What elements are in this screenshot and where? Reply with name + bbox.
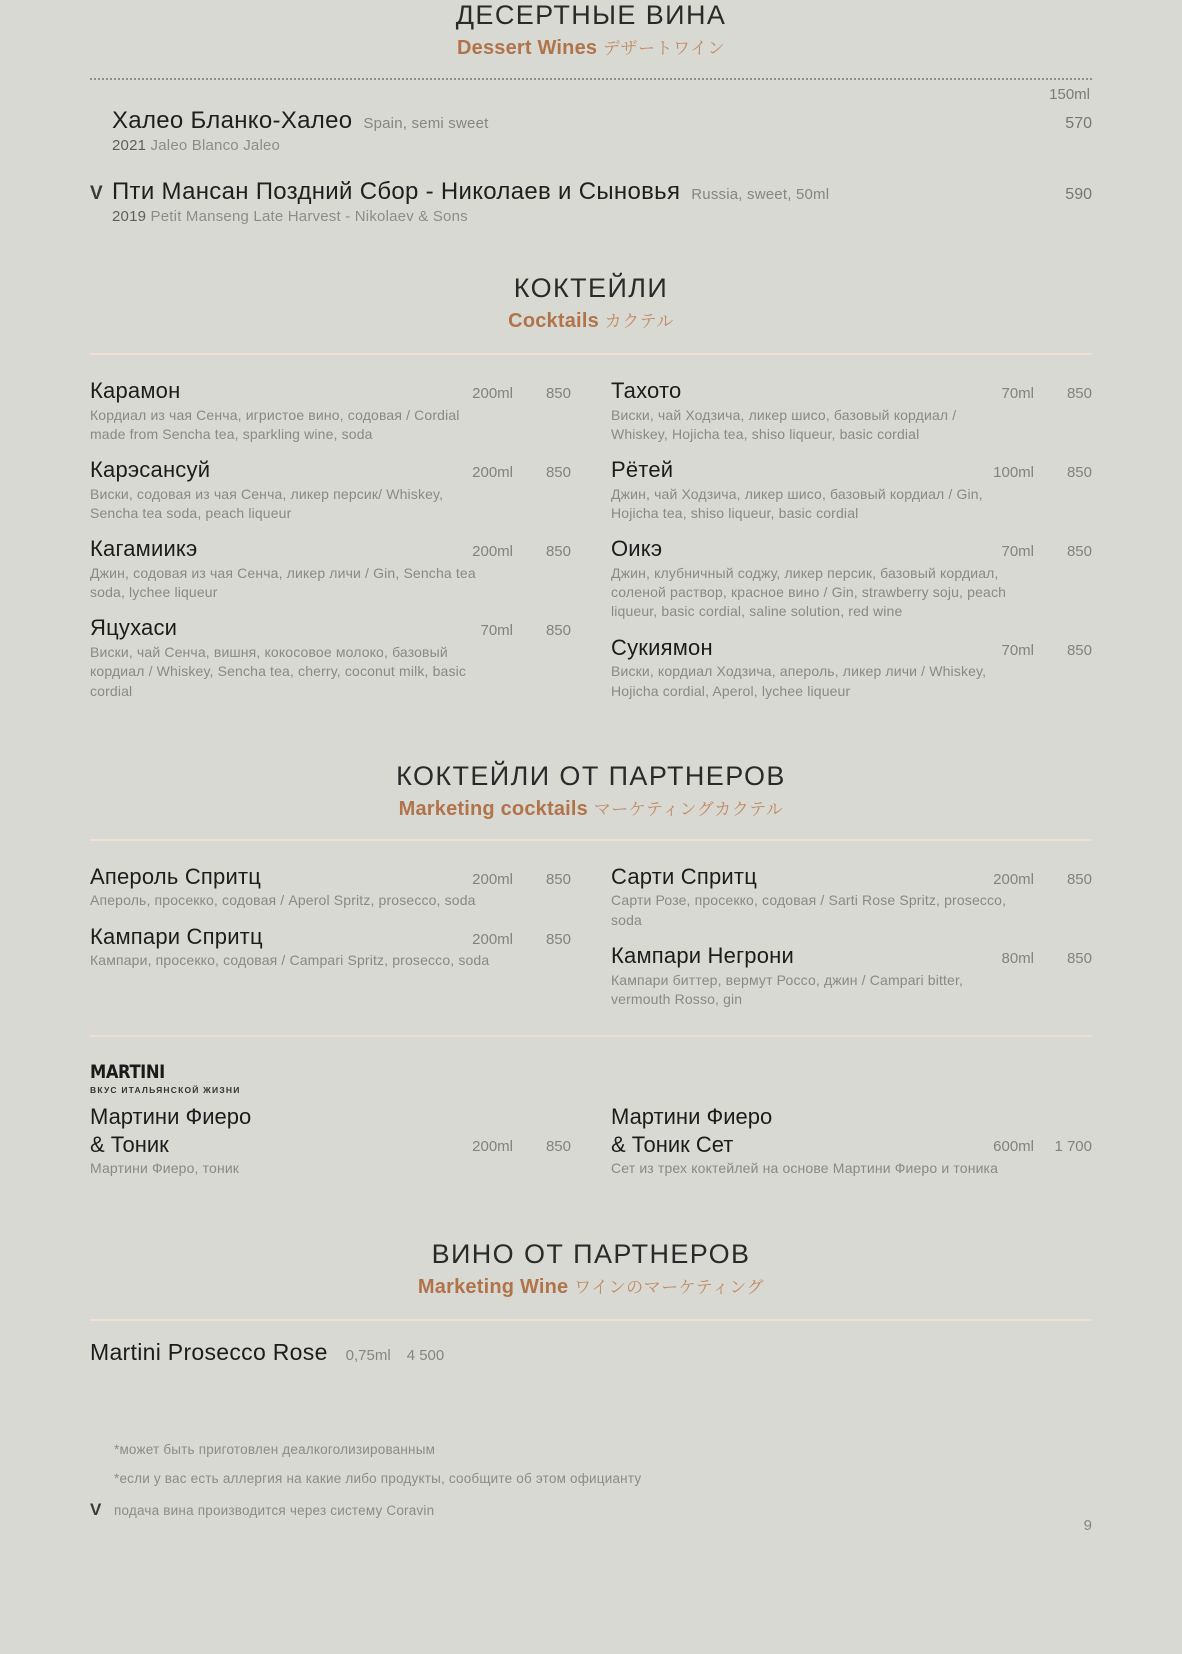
cocktail-description: Виски, чай Ходзича, ликер шисо, базовый кордиал / Whiskey, Hojicha tea, shiso liqueur, basic cordial — [611, 406, 957, 442]
cocktail-volume: 70ml — [480, 622, 513, 640]
cocktail-volume: 200ml — [472, 385, 513, 403]
cocktail-description: Виски, содовая из чая Сенча, ликер персик/ Whiskey, Sencha tea soda, peach liqueur — [90, 485, 444, 522]
martini-item-title — [611, 1103, 968, 1158]
cocktails-divider — [90, 353, 1092, 355]
marketing-cocktail-head — [90, 923, 571, 951]
martini-right-column — [611, 1103, 1092, 1190]
cocktail-head — [611, 634, 1092, 662]
footnote-coravin-text: подача вина производится через систему Coravin — [114, 1503, 435, 1518]
cocktail-description: Джин, чай Ходзича, ликер шисо, базовый кордиал / Gin, Hojicha tea, shiso liqueur, basic cordial — [611, 485, 983, 522]
martini-item-volume: 200ml — [472, 1138, 513, 1156]
dessert-wines-title-jp: デザートワイン — [603, 39, 726, 59]
cocktail-volume: 200ml — [472, 543, 513, 561]
martini-item-description: Сет из трех коктейлей на основе Мартини Фиеро и тоника — [611, 1160, 999, 1177]
wine-row[interactable] — [90, 107, 1092, 135]
cocktail-price: 850 — [1066, 385, 1092, 403]
wine-price: 570 — [1065, 115, 1092, 133]
cocktail-price: 850 — [545, 385, 571, 403]
dessert-wines-title-en-row — [90, 36, 1092, 60]
cocktails-title-ru: КОКТЕЙЛИ — [513, 273, 669, 304]
martini-item-head — [90, 1103, 571, 1158]
cocktail-volume: 70ml — [1001, 543, 1034, 561]
cocktails-title-jp: カクテル — [604, 312, 674, 332]
wine-name-group — [112, 178, 1022, 206]
martini-item-name-line2: & Тоник Сет — [611, 1131, 734, 1157]
cocktails-title-en-row — [90, 309, 1092, 333]
marketing-cocktail-description: Кампари, просекко, содовая / Campari Spritz, prosecco, soda — [90, 952, 490, 969]
cocktail-item[interactable] — [611, 535, 1092, 621]
cocktail-head — [90, 535, 571, 563]
cocktail-head — [90, 377, 571, 405]
wine-price: 590 — [1065, 186, 1092, 204]
cocktail-item[interactable] — [90, 456, 571, 523]
cocktail-description: Джин, содовая из чая Сенча, ликер личи / Gin, Sencha tea soda, lychee liqueur — [90, 564, 476, 601]
dessert-wines-title-en: Dessert Wines — [456, 37, 598, 60]
page-number: 9 — [1083, 1517, 1092, 1534]
coravin-marker-icon: V — [90, 1500, 102, 1519]
wine-meta: Russia, sweet, 50ml — [691, 186, 830, 204]
cocktail-description: Джин, клубничный соджу, ликер персик, базовый кордиал, соленой раствор, красное вино / Gin, strawberry soju, peach liqueur, basic cordial, saline solution, red wine — [611, 564, 1007, 620]
cocktail-name: Карамон — [90, 378, 181, 404]
dessert-wines-title-ru: ДЕСЕРТНЫЕ ВИНА — [455, 0, 727, 30]
coravin-marker-icon: V — [90, 183, 103, 205]
marketing-cocktails-title-en: Marketing cocktails — [398, 797, 589, 820]
cocktail-head — [611, 535, 1092, 563]
footnote-allergy-text: *если у вас есть аллергия на какие либо продукты, сообщите об этом официанту — [114, 1471, 642, 1486]
martini-item[interactable] — [611, 1103, 1092, 1178]
marketing-cocktail-name: Кампари Спритц — [90, 923, 263, 949]
martini-brand-logo — [90, 1063, 1092, 1095]
martini-item-name-line2: & Тоник — [90, 1131, 169, 1157]
footnote-coravin — [90, 1500, 1092, 1520]
marketing-cocktail-volume: 80ml — [1001, 950, 1034, 968]
martini-wordmark: MARTINI — [90, 1061, 165, 1084]
marketing-wine-header — [90, 1239, 1092, 1299]
cocktail-price: 850 — [545, 622, 571, 640]
footnote-allergy — [90, 1471, 1092, 1486]
wine-name-en: Petit Manseng Late Harvest - Nikolaev & Sons — [150, 208, 468, 226]
cocktail-price: 850 — [545, 543, 571, 561]
wine-name-en: Jaleo Blanco Jaleo — [150, 137, 281, 155]
martini-tagline: ВКУС ИТАЛЬЯНСКОЙ ЖИЗНИ — [90, 1085, 241, 1096]
cocktails-right-column — [611, 377, 1092, 713]
dessert-wines-divider — [90, 78, 1092, 80]
cocktails-left-column — [90, 377, 571, 713]
cocktail-volume: 70ml — [1001, 385, 1034, 403]
marketing-cocktail-price: 850 — [545, 930, 571, 948]
wine-subtitle — [112, 137, 1092, 154]
marketing-wine-row[interactable] — [90, 1339, 1092, 1366]
cocktail-name: Кагамиикэ — [90, 536, 198, 562]
martini-item-description: Мартини Фиеро, тоник — [90, 1160, 240, 1177]
dessert-wines-list — [90, 86, 1092, 225]
cocktail-name: Карэсансуй — [90, 457, 211, 483]
cocktail-head — [90, 614, 571, 642]
marketing-cocktail-volume: 200ml — [993, 870, 1034, 888]
marketing-cocktail-price: 850 — [1066, 870, 1092, 888]
cocktail-item[interactable] — [90, 614, 571, 700]
martini-item-name-line1: Мартини Фиеро — [611, 1104, 773, 1130]
marketing-wine-title-ru: ВИНО ОТ ПАРТНЕРОВ — [431, 1238, 751, 1269]
marketing-cocktail-name: Сарти Спритц — [611, 863, 758, 889]
marketing-cocktails-header — [90, 761, 1092, 821]
cocktail-name: Яцухаси — [90, 615, 178, 641]
wine-year: 2021 — [112, 137, 147, 155]
footnote-dealcoholized-text: *может быть приготовлен деалкоголизированным — [114, 1442, 436, 1457]
cocktails-header — [90, 273, 1092, 333]
martini-item-volume: 600ml — [993, 1138, 1034, 1156]
wine-subtitle — [112, 208, 1092, 225]
martini-item-price: 1 700 — [1054, 1138, 1092, 1156]
wine-row[interactable] — [90, 178, 1092, 206]
cocktail-description: Кордиал из чая Сенча, игристое вино, содовая / Cordial made from Sencha tea, sparkling wine, soda — [90, 406, 460, 442]
cocktails-title-en: Cocktails — [508, 310, 599, 333]
martini-divider — [90, 1035, 1092, 1037]
marketing-cocktail-item[interactable] — [611, 942, 1092, 1009]
marketing-cocktail-name: Апероль Спритц — [90, 863, 262, 889]
cocktails-columns — [90, 377, 1092, 713]
marketing-cocktail-description: Сарти Розе, просекко, содовая / Sarti Rose Spritz, prosecco, soda — [611, 892, 1007, 928]
wine-name-ru: Пти Мансан Поздний Сбор - Николаев и Сыновья — [112, 178, 681, 206]
cocktail-price: 850 — [1066, 543, 1092, 561]
cocktail-volume: 70ml — [1001, 641, 1034, 659]
martini-item-head — [611, 1103, 1092, 1158]
marketing-cocktails-title-jp: マーケティングカクテル — [593, 799, 784, 819]
martini-item[interactable] — [90, 1103, 571, 1178]
wine-name-group — [112, 107, 1022, 135]
marketing-cocktail-description: Кампари биттер, вермут Россо, джин / Campari bitter, vermouth Rosso, gin — [611, 971, 964, 1007]
martini-item-name-line1: Мартини Фиеро — [90, 1104, 252, 1130]
cocktail-head — [611, 456, 1092, 484]
cocktail-item[interactable] — [611, 634, 1092, 701]
cocktail-item[interactable] — [90, 535, 571, 602]
marketing-cocktail-description: Апероль, просекко, содовая / Aperol Spritz, prosecco, soda — [90, 892, 476, 909]
dessert-wines-header — [90, 0, 1092, 60]
marketing-cocktails-title-en-row — [90, 797, 1092, 821]
marketing-cocktail-head — [611, 942, 1092, 970]
marketing-cocktails-right-column — [611, 863, 1092, 1021]
page-footer — [90, 1442, 1092, 1534]
wine-year: 2019 — [112, 208, 147, 226]
cocktail-price: 850 — [545, 464, 571, 482]
marketing-cocktails-title-ru: КОКТЕЙЛИ ОТ ПАРТНЕРОВ — [396, 760, 786, 791]
cocktail-item[interactable] — [611, 377, 1092, 444]
marketing-wine-name: Martini Prosecco Rose — [90, 1338, 328, 1365]
cocktail-price: 850 — [1066, 464, 1092, 482]
marketing-cocktail-item[interactable] — [90, 863, 571, 911]
wine-meta: Spain, semi sweet — [363, 115, 489, 133]
marketing-cocktail-item[interactable] — [90, 923, 571, 971]
cocktail-volume: 100ml — [993, 464, 1034, 482]
footnote-dealcoholized — [90, 1442, 1092, 1457]
cocktail-description: Виски, чай Сенча, вишня, кокосовое молоко, базовый кордиал / Whiskey, Sencha tea, cherry, coconut milk, basic cordial — [90, 643, 467, 699]
cocktail-volume: 200ml — [472, 464, 513, 482]
dessert-wines-volume-header: 150ml — [1049, 86, 1090, 104]
martini-columns — [90, 1103, 1092, 1190]
marketing-cocktails-divider — [90, 839, 1092, 841]
marketing-cocktail-item[interactable] — [611, 863, 1092, 930]
martini-item-title — [90, 1103, 447, 1158]
cocktail-name: Сукиямон — [611, 634, 713, 660]
wine-name-ru: Халео Бланко-Халео — [112, 107, 353, 135]
cocktail-head — [90, 456, 571, 484]
cocktail-name: Рётей — [611, 457, 674, 483]
marketing-cocktail-volume: 200ml — [472, 870, 513, 888]
marketing-cocktail-head — [90, 863, 571, 891]
marketing-wine-divider — [90, 1319, 1092, 1321]
marketing-wine-title-en: Marketing Wine — [417, 1275, 569, 1298]
martini-item-price: 850 — [545, 1138, 571, 1156]
cocktail-description: Виски, кордиал Ходзича, апероль, ликер личи / Whiskey, Hojicha cordial, Aperol, lychee liqueur — [611, 663, 987, 699]
marketing-cocktail-price: 850 — [545, 870, 571, 888]
cocktail-item[interactable] — [90, 377, 571, 444]
marketing-cocktails-left-column — [90, 863, 571, 1021]
marketing-wine-volume: 0,75ml — [345, 1346, 391, 1364]
marketing-cocktail-price: 850 — [1066, 950, 1092, 968]
cocktail-price: 850 — [1066, 641, 1092, 659]
marketing-wine-title-jp: ワインのマーケティング — [574, 1277, 765, 1297]
cocktail-head — [611, 377, 1092, 405]
martini-left-column — [90, 1103, 571, 1190]
marketing-cocktail-volume: 200ml — [472, 930, 513, 948]
cocktail-name: Оикэ — [611, 536, 663, 562]
cocktail-item[interactable] — [611, 456, 1092, 523]
marketing-wine-title-en-row — [90, 1275, 1092, 1299]
marketing-wine-price: 4 500 — [406, 1346, 445, 1364]
marketing-cocktail-head — [611, 863, 1092, 891]
cocktail-name: Тахото — [611, 378, 682, 404]
marketing-cocktail-name: Кампари Негрони — [611, 943, 795, 969]
marketing-cocktails-columns — [90, 863, 1092, 1021]
